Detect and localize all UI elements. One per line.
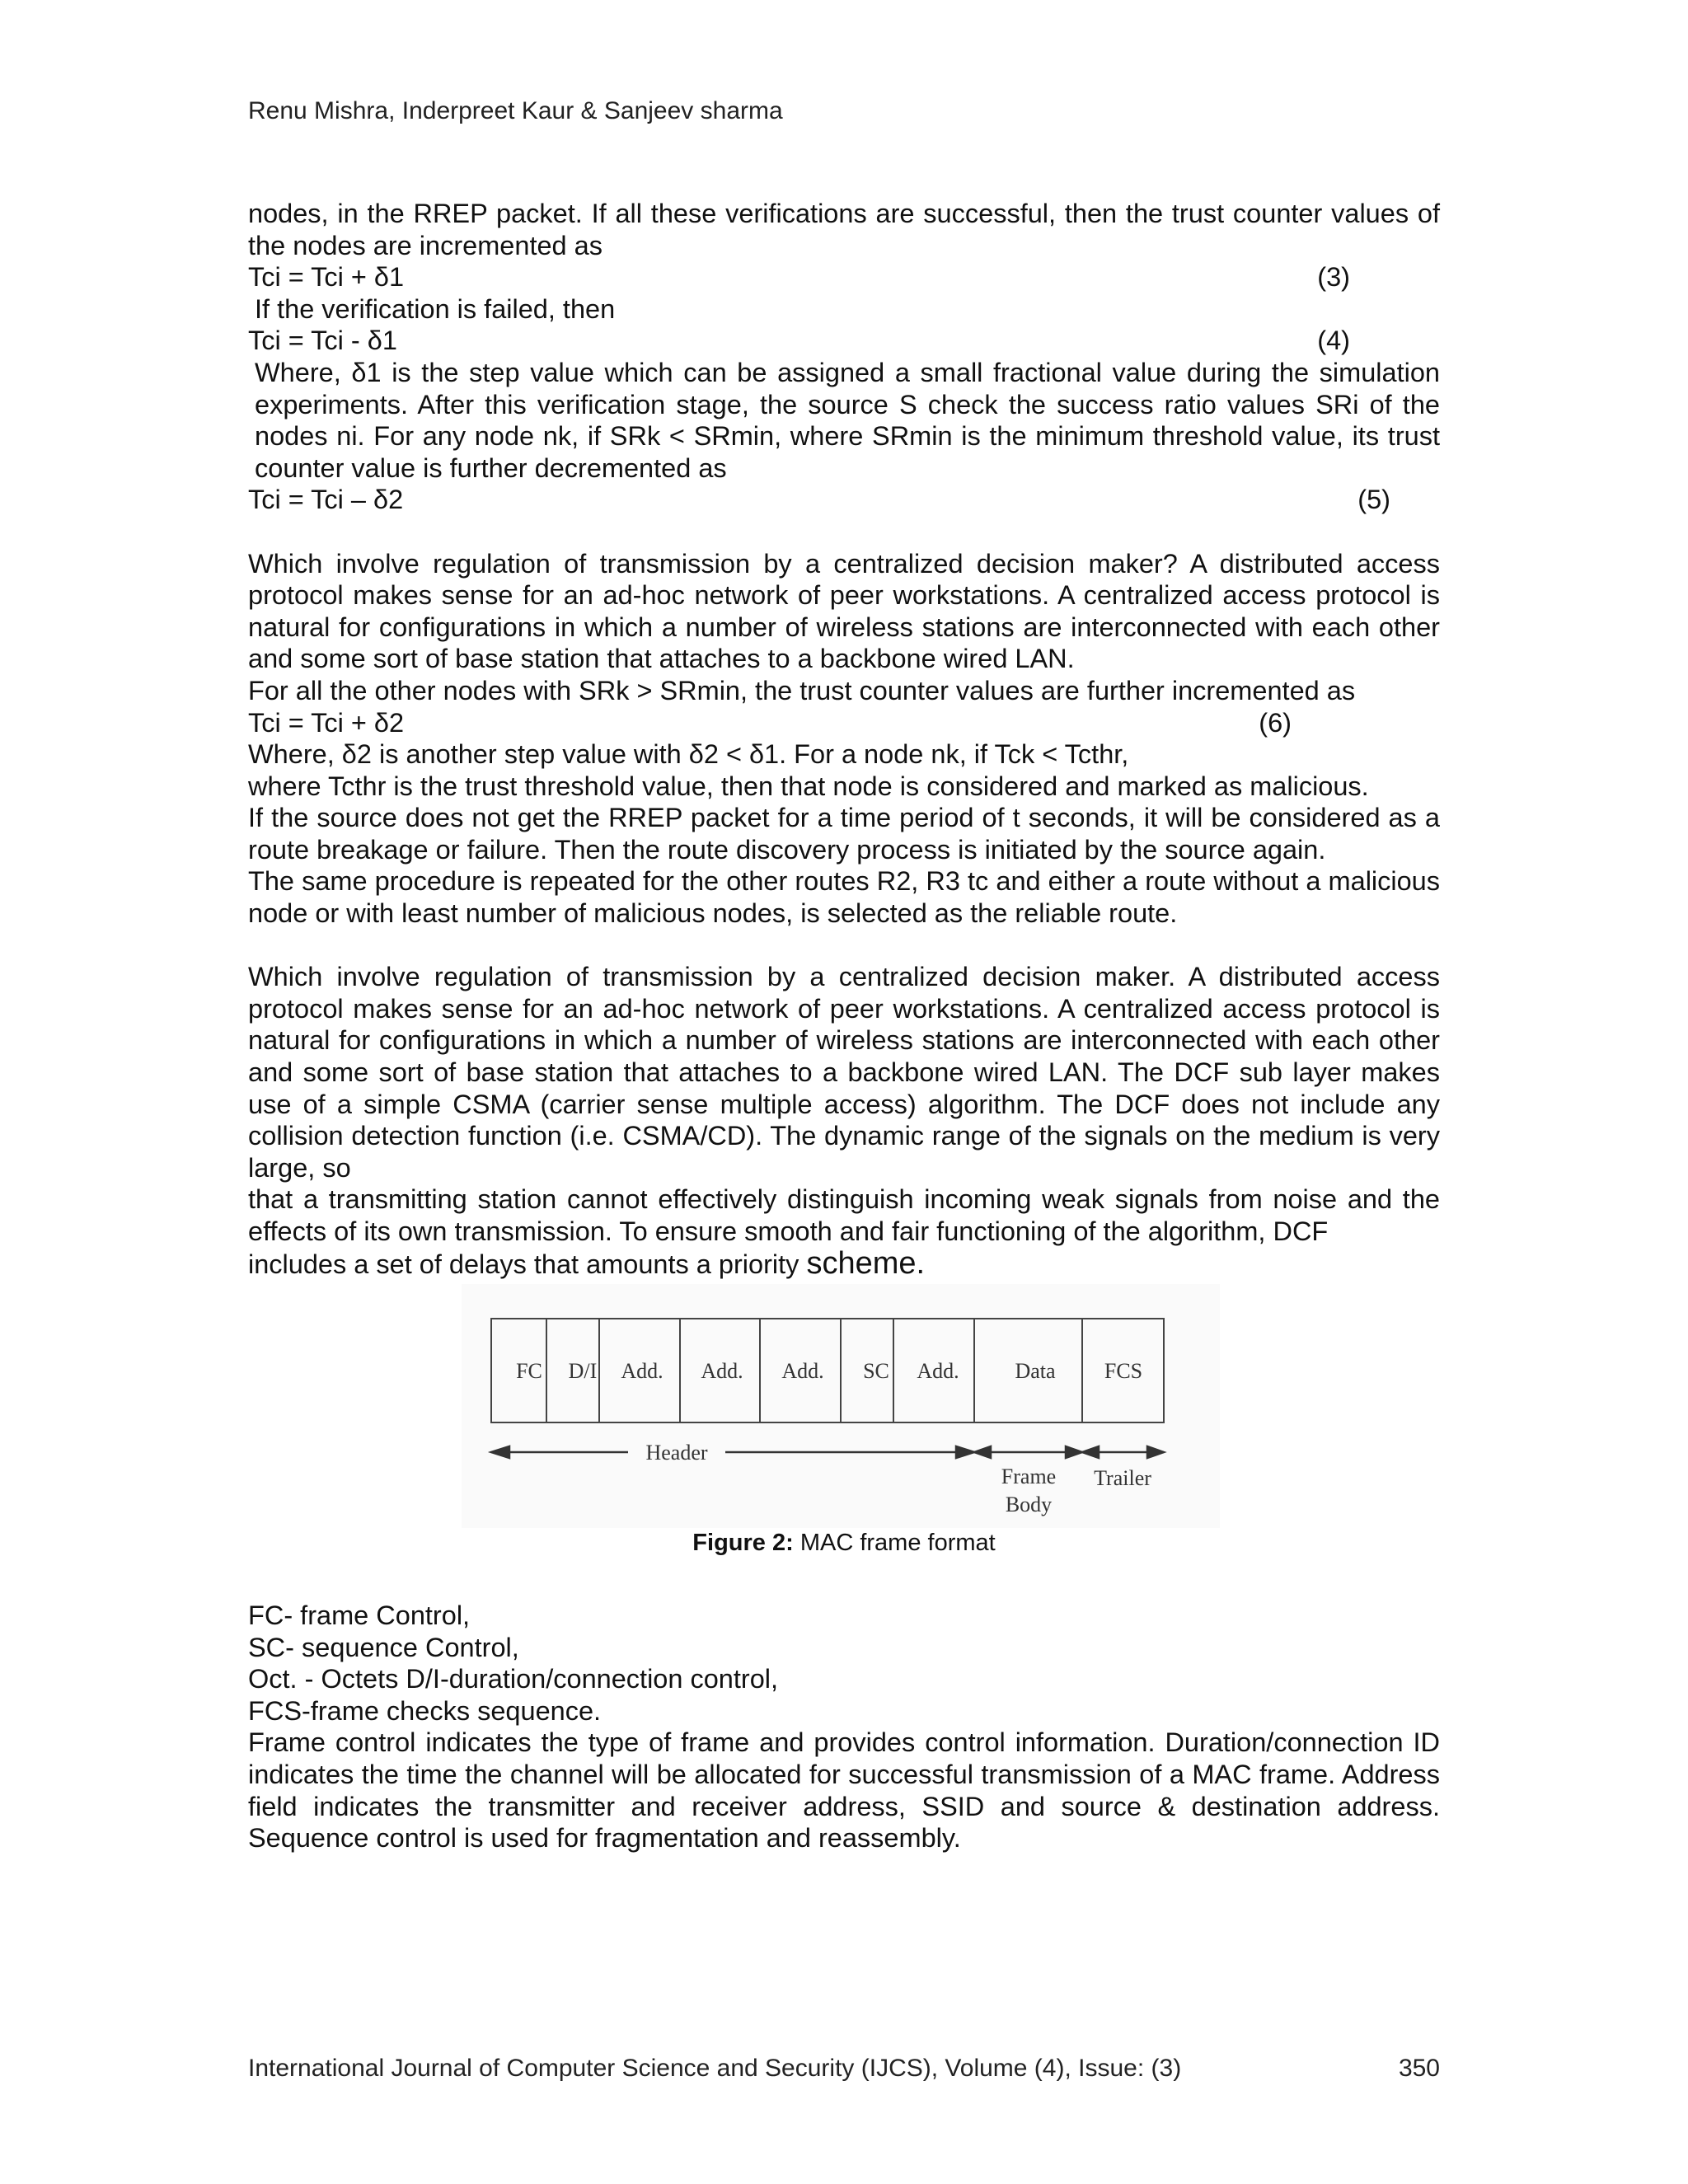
field-duration-id: D/I	[568, 1359, 598, 1383]
paragraph: The same procedure is repeated for the other routes R2, R3 tc and either a route without a malicious node or with least number of malicious nodes, is selected as the reliable route.	[248, 866, 1440, 929]
paragraph: where Tcthr is the trust threshold value, then that node is considered and marked as malicious.	[248, 771, 1369, 801]
field-sc: SC	[863, 1359, 889, 1383]
journal-citation: International Journal of Computer Science and Security (IJCS), Volume (4), Issue: (3)	[248, 2055, 1182, 2082]
equation-4	[248, 325, 1350, 357]
paragraph: For all the other nodes with SRk > SRmin, the trust counter values are further incremented as	[248, 675, 1356, 705]
mac-frame-diagram	[462, 1284, 1220, 1528]
page-footer	[248, 2055, 1440, 2083]
paragraph: that a transmitting station cannot effectively distinguish incoming weak signals from noise and the effects of its own transmission. To ensure smooth and fair functioning of the algorithm, DCF	[248, 1184, 1440, 1246]
paragraph-text: includes a set of delays that amounts a priority	[248, 1249, 807, 1279]
equation-3	[248, 261, 1350, 293]
field-address-1: Add.	[621, 1359, 663, 1383]
equation-5	[248, 484, 1390, 516]
paragraph-text-large: scheme.	[806, 1245, 926, 1281]
caption-label: Figure 2:	[692, 1530, 794, 1556]
equation-6	[248, 707, 1292, 739]
mac-frame-figure	[462, 1284, 1220, 1528]
field-fcs: FCS	[1104, 1359, 1143, 1383]
equation-expression: Tci = Tci - δ1	[248, 326, 397, 356]
frame-body-label: Body	[1005, 1493, 1053, 1516]
definition-item: Oct. - Octets D/I-duration/connection control,	[248, 1664, 779, 1694]
field-address-4: Add.	[917, 1359, 959, 1383]
trailer-label: Trailer	[1094, 1466, 1151, 1490]
page-number: 350	[1398, 2055, 1440, 2082]
paragraph: Which involve regulation of transmission by a centralized decision maker? A distributed access protocol makes sense for an ad-hoc network of peer workstations. A centralized access protocol is natural for configurations in which a number of wireless stations are interconnected with each other and some sort of base station that attaches to a backbone wired LAN.	[248, 548, 1440, 674]
equation-expression: Tci = Tci + δ2	[248, 707, 405, 738]
paragraph: Which involve regulation of transmission by a centralized decision maker. A distributed access protocol makes sense for an ad-hoc network of peer workstations. A centralized access protocol is natural for configurations in which a number of wireless stations are interconnected with each other and some sort of base station that attaches to a backbone wired LAN. The DCF sub layer makes use of a simple CSMA (carrier sense multiple access) algorithm. The DCF does not include any collision detection function (i.e. CSMA/CD). The dynamic range of the signals on the medium is very large, so	[248, 962, 1440, 1183]
paragraph: If the source does not get the RREP packet for a time period of t seconds, it will be considered as a route breakage or failure. Then the route discovery process is initiated by the source again.	[248, 803, 1440, 865]
field-address-3: Add.	[781, 1359, 824, 1383]
main-text	[248, 198, 1440, 1280]
definition-item: FCS-frame checks sequence.	[248, 1695, 602, 1726]
paragraph: If the verification is failed, then	[255, 293, 616, 324]
equation-number: (4)	[1317, 326, 1350, 356]
paragraph: nodes, in the RREP packet. If all these verifications are successful, then the trust counter values of the nodes are incremented as	[248, 199, 1440, 260]
paragraph: Frame control indicates the type of frame and provides control information. Duration/connection ID indicates the time the channel will be allocated for successful transmission of a MAC frame. Address field indicates the transmitter and receiver address, SSID and source & destination address. Sequence control is used for fragmentation and reassembly.	[248, 1727, 1440, 1854]
equation-number: (6)	[1259, 707, 1292, 738]
equation-number: (5)	[1357, 485, 1390, 515]
paragraph	[248, 1245, 1440, 1281]
field-address-2: Add.	[701, 1359, 743, 1383]
definitions	[248, 1600, 1440, 1854]
definition-item: SC- sequence Control,	[248, 1632, 519, 1662]
field-fc: FC	[516, 1359, 542, 1383]
equation-expression: Tci = Tci – δ2	[248, 485, 404, 515]
frame-body-label: Frame	[1001, 1465, 1057, 1488]
running-header: Renu Mishra, Inderpreet Kaur & Sanjeev sharma	[248, 97, 783, 124]
paragraph: Where, δ2 is another step value with δ2 < δ1. For a node nk, if Tck < Tcthr,	[248, 739, 1129, 770]
caption-text: MAC frame format	[793, 1530, 996, 1556]
definition-item: FC- frame Control,	[248, 1601, 471, 1630]
equation-expression: Tci = Tci + δ1	[248, 262, 405, 293]
header-label: Header	[645, 1441, 708, 1465]
paragraph: Where, δ1 is the step value which can be assigned a small fractional value during the simulation experiments. After this verification stage, the source S check the success ratio values SRi of the nodes ni. For any node nk, if SRk < SRmin, where SRmin is the minimum threshold value, its trust counter value is further decremented as	[255, 357, 1440, 483]
field-data: Data	[1015, 1359, 1056, 1383]
figure-caption	[248, 1530, 1440, 1557]
equation-number: (3)	[1317, 262, 1350, 293]
